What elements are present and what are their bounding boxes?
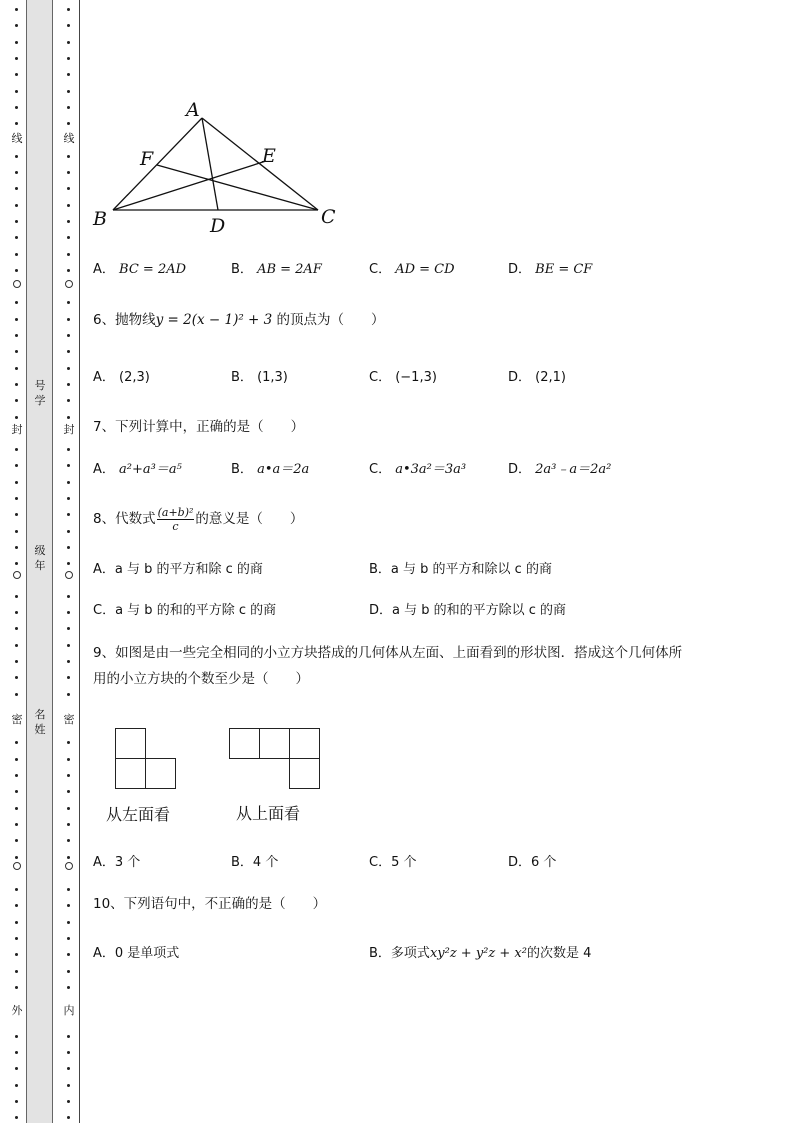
q7-option-a[interactable] [93,461,182,479]
margin-dot [67,269,70,272]
margin-dot [15,627,18,630]
option-letter: D． [508,855,532,870]
margin-dot [67,122,70,125]
option-text: AD = CD [395,262,455,277]
margin-dot [15,611,18,614]
margin-dot [15,481,18,484]
option-text: (2,1) [535,370,566,385]
q7-stem: 7、下列计算中，正确的是（ ） [93,419,305,435]
margin-dot [15,90,18,93]
point-d-label: D [210,215,226,237]
option-text: 5 个 [391,855,417,870]
left-view-cube [115,758,146,789]
option-text: a 与 b 的平方和除以 c 的商 [390,562,552,577]
left-view-caption: 从左面看 [106,805,171,824]
margin-dot [67,839,70,842]
margin-dot [15,204,18,207]
q8-option-b[interactable] [369,561,552,579]
outer-label-seal: 封 [11,423,23,436]
margin-dot [67,204,70,207]
margin-dot [15,904,18,907]
margin-dot [67,807,70,810]
q5-option-a[interactable] [93,261,186,279]
option-text-suffix: 的次数是 4 [526,946,592,961]
q9-stem-line2: 用的小立方块的个数至少是（ ） [93,671,309,687]
margin-dot [67,741,70,744]
margin-dot [15,1084,18,1087]
margin-dot [15,1116,18,1119]
option-letter: B． [369,562,391,577]
option-text: (−1,3) [395,370,437,385]
top-view-cube [229,728,260,759]
q6-option-d[interactable] [508,369,566,387]
margin-dot [67,644,70,647]
option-letter: A． [93,855,115,870]
option-formula: xy²z + y²z + x² [429,946,527,961]
q8-option-c[interactable] [93,602,276,620]
margin-dot [67,1035,70,1038]
q8-stem [93,502,303,536]
margin-dot [67,367,70,370]
margin-dot [15,741,18,744]
margin-circle [13,862,21,870]
q5-option-b[interactable] [231,261,322,279]
margin-dot [67,660,70,663]
margin-circle [13,571,21,579]
side-ac [202,118,318,210]
margin-dot [67,1067,70,1070]
inner-label-seal: 封 [63,423,75,436]
margin-dot [67,41,70,44]
q6-option-b[interactable] [231,369,288,387]
margin-dot [67,562,70,565]
margin-dot [15,269,18,272]
option-letter: A． [93,262,115,277]
option-letter: B． [231,370,253,385]
option-text: 0 是单项式 [114,946,180,961]
margin-dot [15,953,18,956]
margin-dot [67,220,70,223]
option-letter: B． [369,946,391,961]
margin-dot [67,24,70,27]
margin-circle [65,862,73,870]
margin-dot [15,921,18,924]
margin-dot [67,790,70,793]
margin-dot [15,236,18,239]
inner-label-secret: 密 [63,713,75,726]
option-letter: D． [508,462,532,477]
margin-dot [67,530,70,533]
margin-dot [67,57,70,60]
margin-dot [15,464,18,467]
inner-label-line: 线 [63,132,75,145]
option-letter: B． [231,262,253,277]
option-letter: A． [93,562,115,577]
margin-dot [67,416,70,419]
option-letter: C． [369,855,392,870]
q5-option-c[interactable] [369,261,455,279]
margin-dot [67,595,70,598]
option-letter: B． [231,855,253,870]
option-letter: C． [369,370,392,385]
margin-dot [15,986,18,989]
option-text: (1,3) [257,370,288,385]
margin-dot [67,513,70,516]
q10-stem: 10、下列语句中，不正确的是（ ） [93,896,327,912]
margin-dot [67,481,70,484]
margin-dot [67,986,70,989]
q5-option-d[interactable] [508,261,592,279]
margin-dot [15,758,18,761]
margin-dot [15,546,18,549]
option-text: a•a＝2a [257,462,310,477]
option-text: BC = 2AD [119,262,187,277]
top-view-cube [259,728,290,759]
point-e-label: E [262,145,276,167]
margin-dot [15,562,18,565]
margin-dot [67,155,70,158]
option-letter: D． [369,603,393,618]
margin-dot [67,1100,70,1103]
segment-ad [202,118,218,210]
q6-option-a[interactable] [93,369,150,387]
q10-option-a[interactable] [93,945,179,963]
margin-dot [15,416,18,419]
option-text: a•3a²＝3a³ [395,462,467,477]
option-letter: D． [508,262,532,277]
margin-dot [15,856,18,859]
option-text: a 与 b 的平方和除 c 的商 [114,562,263,577]
margin-dot [15,253,18,256]
option-text-prefix: 多项式 [390,946,430,961]
outer-label-line: 线 [11,132,23,145]
margin-dot [15,595,18,598]
option-text: 6 个 [531,855,557,870]
field-student-number: 号学 [34,379,46,407]
margin-dot [15,660,18,663]
margin-dot [67,937,70,940]
option-text: BE = CF [535,262,593,277]
q8-option-a[interactable] [93,561,263,579]
margin-dot [67,904,70,907]
top-view-cube [289,758,320,789]
q6-formula: y = 2(x − 1)² + 3 [155,312,273,328]
left-view-cube [115,728,146,759]
top-view-caption: 从上面看 [236,804,301,823]
margin-dot [67,1051,70,1054]
margin-dot [15,644,18,647]
margin-dot [67,8,70,11]
margin-dot [15,122,18,125]
option-text: a²+a³＝a⁵ [119,462,182,477]
q8-fraction [157,506,195,533]
margin-dot [67,383,70,386]
margin-dot [67,301,70,304]
q9-option-c[interactable] [369,854,416,872]
margin-dot [67,399,70,402]
margin-dot [67,627,70,630]
margin-circle [65,571,73,579]
option-text: (2,3) [119,370,150,385]
margin-dot [15,350,18,353]
margin-dot [15,399,18,402]
margin-dot [67,187,70,190]
margin-dot [67,888,70,891]
margin-dot [67,921,70,924]
margin-dot [67,546,70,549]
margin-dot [67,953,70,956]
q6-prefix: 6、抛物线 [93,312,156,328]
q9-option-b[interactable] [231,854,278,872]
margin-dot [67,106,70,109]
margin-dot [67,970,70,973]
margin-dot [67,90,70,93]
margin-rule [79,0,80,1123]
q9-option-a[interactable] [93,854,140,872]
margin-dot [67,350,70,353]
triangle-figure [90,95,350,240]
field-name: 名姓 [34,708,46,736]
margin-dot [67,448,70,451]
margin-dot [67,73,70,76]
margin-dot [15,676,18,679]
margin-dot [67,823,70,826]
margin-dot [15,823,18,826]
option-letter: B． [231,462,253,477]
q6-suffix: 的顶点为（ ） [276,312,385,328]
margin-dot [15,367,18,370]
margin-dot [67,236,70,239]
margin-dot [67,1084,70,1087]
margin-dot [15,497,18,500]
option-text: 4 个 [252,855,279,870]
margin-dot [15,106,18,109]
margin-dot [15,530,18,533]
q10-option-b[interactable] [369,945,591,963]
margin-dot [67,318,70,321]
margin-dot [15,774,18,777]
margin-dot [15,41,18,44]
q8-suffix: 的意义是（ ） [195,511,304,527]
margin-dot [67,774,70,777]
field-grade: 级年 [34,544,46,572]
margin-dot [15,383,18,386]
margin-dot [15,693,18,696]
margin-dot [67,611,70,614]
margin-dot [15,448,18,451]
left-view-cube [145,758,176,789]
option-letter: A． [93,946,115,961]
q8-prefix: 8、代数式 [93,511,156,527]
q6-option-c[interactable] [369,369,437,387]
margin-dot [15,187,18,190]
option-letter: C． [93,603,116,618]
margin-dot [15,318,18,321]
margin-dot [15,937,18,940]
margin-dot [15,171,18,174]
margin-dot [67,497,70,500]
fraction-numerator: (a+b)² [157,505,194,519]
margin-dot [15,57,18,60]
inner-label-inside: 内 [63,1004,75,1017]
q7-option-d[interactable] [508,461,611,479]
q9-option-d[interactable] [508,854,556,872]
option-letter: A． [93,370,115,385]
vertex-c-label: C [321,206,336,228]
option-text: a 与 b 的和的平方除 c 的商 [115,603,277,618]
margin-dot [67,171,70,174]
margin-dot [15,790,18,793]
vertex-b-label: B [93,208,107,230]
margin-dot [15,513,18,516]
margin-dot [15,220,18,223]
point-f-label: F [140,148,154,170]
margin-dot [15,1051,18,1054]
margin-dot [67,676,70,679]
q7-option-c[interactable] [369,461,466,479]
option-letter: C． [369,262,392,277]
margin-dot [67,856,70,859]
margin-dot [15,1067,18,1070]
option-letter: D． [508,370,532,385]
margin-dot [15,839,18,842]
outer-label-outside: 外 [11,1004,23,1017]
margin-dot [15,155,18,158]
margin-dot [15,1035,18,1038]
option-letter: C． [369,462,392,477]
margin-dot [67,334,70,337]
margin-dot [15,301,18,304]
q7-option-b[interactable] [231,461,309,479]
margin-dot [67,253,70,256]
margin-dot [15,334,18,337]
option-text: 2a³﹣a＝2a² [535,462,612,477]
margin-dot [15,888,18,891]
option-text: a 与 b 的和的平方除以 c 的商 [392,603,567,618]
q9-stem-line1: 9、如图是由一些完全相同的小立方块搭成的几何体从左面、上面看到的形状图．搭成这个几何体所 [93,645,683,661]
option-letter: A． [93,462,115,477]
margin-dot [15,73,18,76]
margin-dot [67,1116,70,1119]
margin-circle [65,280,73,288]
margin-dot [15,970,18,973]
margin-dot [67,758,70,761]
vertex-a-label: A [186,99,200,121]
margin-dot [15,24,18,27]
margin-dot [15,1100,18,1103]
top-view-cube [289,728,320,759]
q8-option-d[interactable] [369,602,566,620]
q6-stem [93,311,385,329]
margin-circle [13,280,21,288]
margin-dot [67,464,70,467]
option-text: AB = 2AF [257,262,322,277]
margin-dot [15,807,18,810]
fraction-denominator: c [172,519,179,533]
option-text: 3 个 [114,855,141,870]
margin-dot [15,8,18,11]
margin-dot [67,693,70,696]
outer-label-secret: 密 [11,713,23,726]
